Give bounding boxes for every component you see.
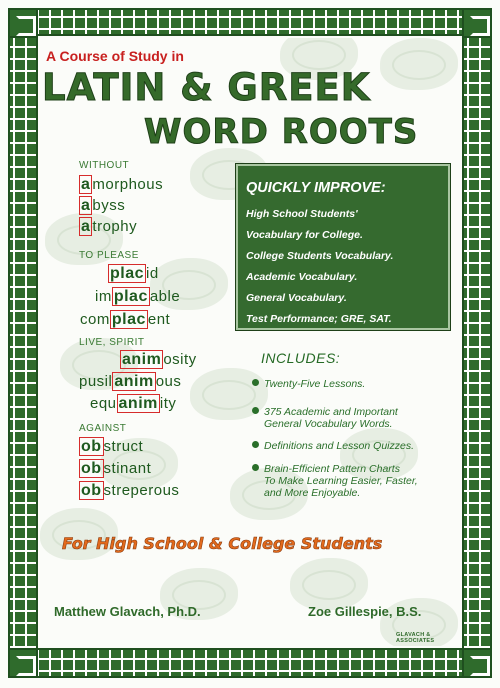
includes-item: Brain-Efficient Pattern Charts To Make Learning Easier, Faster, and More Enjoyable. (252, 463, 418, 499)
improve-item: College Students Vocabulary. (246, 250, 394, 262)
border-corner-ornament (8, 8, 38, 38)
root-highlight: a (81, 176, 91, 193)
cover-content (40, 38, 460, 646)
root-highlight: ob (81, 482, 102, 499)
greek-key-border-left (8, 8, 38, 678)
improve-item: Test Performance; GRE, SAT. (246, 313, 392, 325)
title-line-2: WORD ROOTS (144, 112, 419, 152)
greek-key-border-bottom (8, 648, 492, 678)
root-highlight: anim (118, 395, 158, 412)
border-corner-ornament (462, 648, 492, 678)
quickly-improve-heading: QUICKLY IMPROVE: (246, 180, 386, 196)
root-highlight: anim (122, 351, 162, 368)
quickly-improve-panel (236, 164, 450, 330)
includes-item: Definitions and Lesson Quizzes. (252, 440, 414, 452)
example-word: a byss (81, 197, 126, 214)
example-word: plac id (110, 265, 159, 282)
root-highlight: a (81, 197, 91, 214)
title-line-1: LATIN & GREEK (42, 66, 371, 109)
example-word: a morphous (81, 176, 164, 193)
root-highlight: a (81, 218, 91, 235)
border-corner-ornament (462, 8, 492, 38)
bullet-icon (252, 441, 259, 448)
example-word: a trophy (81, 218, 138, 235)
root-highlight: plac (111, 311, 146, 328)
publisher-name: GLAVACH & ASSOCIATES (396, 632, 435, 644)
audience-tagline: For High School & College Students (62, 534, 383, 553)
bullet-icon (252, 379, 259, 386)
author-name: Zoe Gillespie, B.S. (308, 604, 422, 619)
example-word: com plac ent (80, 311, 171, 328)
greek-key-border-top (8, 8, 492, 36)
improve-item: Academic Vocabulary. (246, 271, 358, 283)
bullet-icon (252, 464, 259, 471)
root-group-meaning: LIVE, SPIRIT (79, 337, 145, 348)
brain-background-icon (290, 558, 368, 610)
improve-item: Vocabulary for College. (246, 229, 363, 241)
improve-item: High School Students' (246, 208, 358, 220)
example-word: ob streperous (81, 482, 180, 499)
root-highlight: plac (113, 288, 148, 305)
example-word: ob struct (81, 438, 144, 455)
root-highlight: ob (81, 460, 102, 477)
brain-background-icon (380, 38, 458, 90)
example-word: ob stinant (81, 460, 152, 477)
includes-heading: INCLUDES: (261, 350, 341, 366)
example-word: pusil anim ous (79, 373, 182, 390)
root-group-meaning: TO PLEASE (79, 250, 139, 261)
includes-item: Twenty-Five Lessons. (252, 378, 365, 390)
root-highlight: ob (81, 438, 102, 455)
root-group-meaning: WITHOUT (79, 160, 130, 171)
root-highlight: anim (114, 373, 154, 390)
border-corner-ornament (8, 648, 38, 678)
root-group-meaning: AGAINST (79, 423, 127, 434)
includes-item: 375 Academic and Important General Vocabulary Words. (252, 406, 398, 430)
course-subtitle: A Course of Study in (46, 48, 184, 64)
example-word: anim osity (122, 351, 197, 368)
example-word: im plac able (95, 288, 181, 305)
example-word: equ anim ity (90, 395, 177, 412)
author-name: Matthew Glavach, Ph.D. (54, 604, 201, 619)
improve-item: General Vocabulary. (246, 292, 347, 304)
greek-key-border-right (462, 8, 492, 678)
bullet-icon (252, 407, 259, 414)
root-highlight: plac (110, 265, 145, 282)
